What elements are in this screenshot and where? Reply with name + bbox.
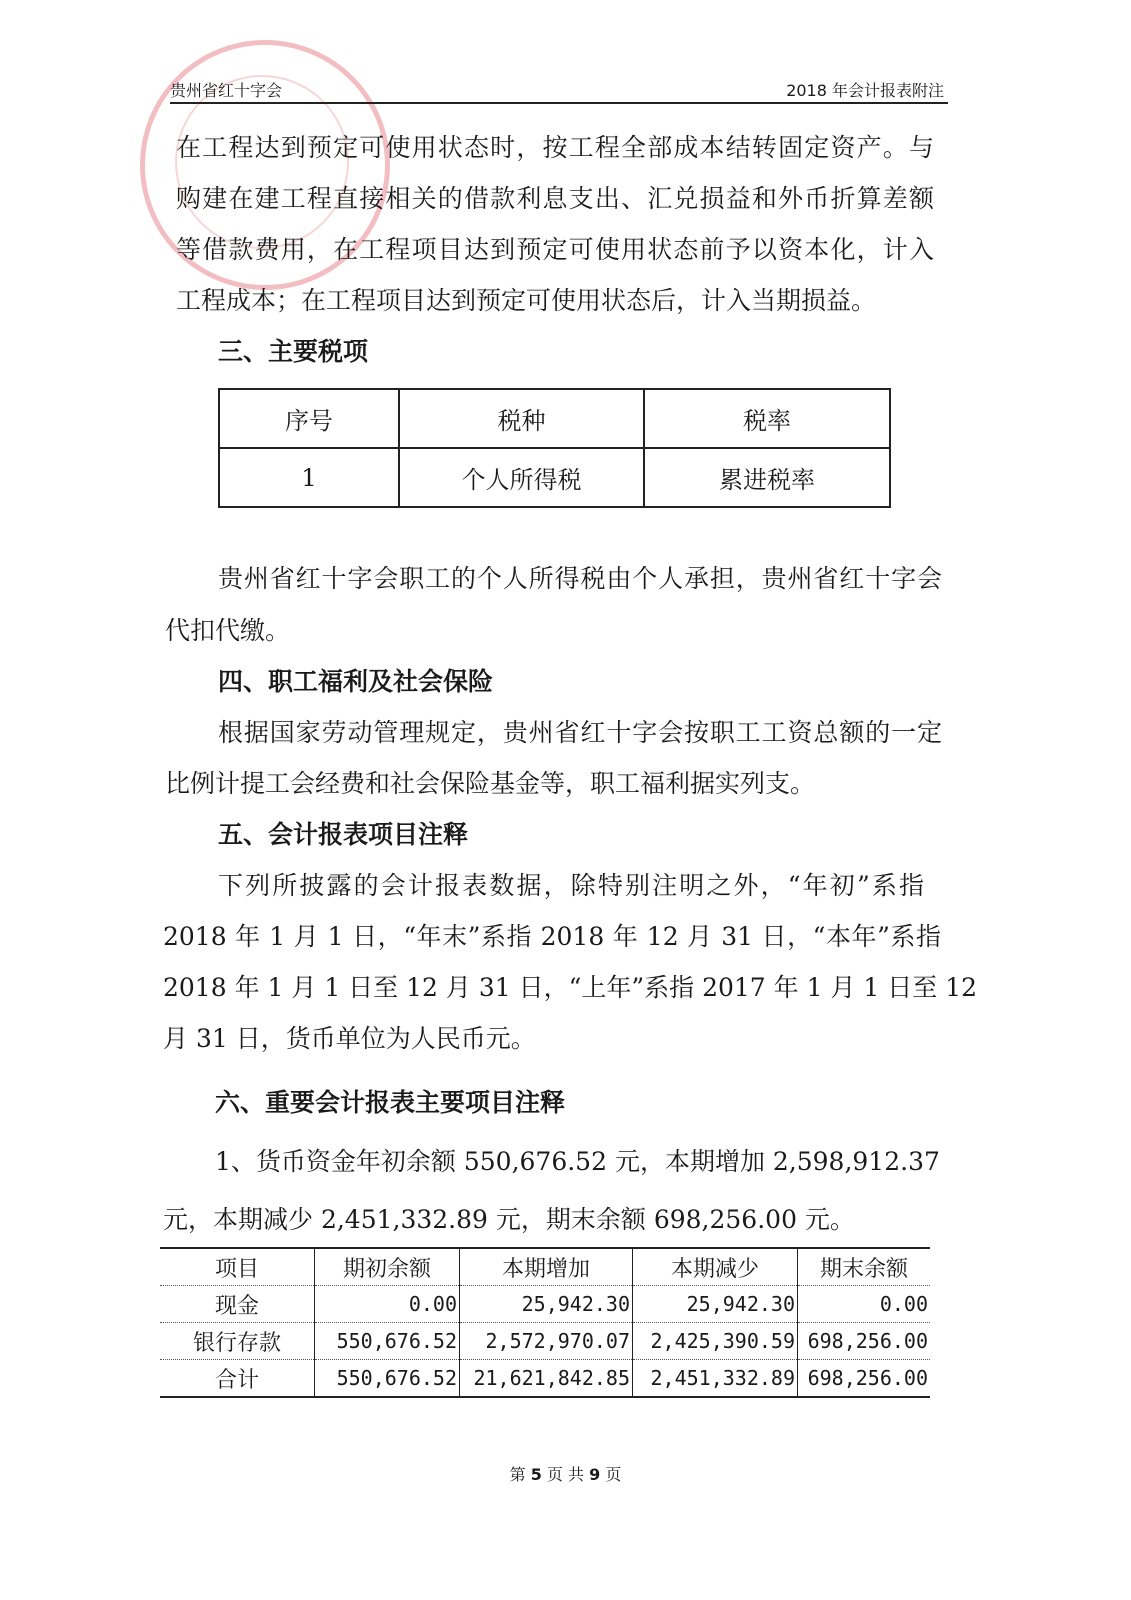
tax-cell: 累进税率 — [644, 448, 890, 507]
para-cash-line-2: 元，本期减少 2,451,332.89 元，期末余额 698,256.00 元。 — [163, 1205, 855, 1234]
cash-cell: 银行存款 — [160, 1323, 315, 1360]
table-row — [219, 448, 890, 507]
footer-mid: 页 共 — [546, 1465, 585, 1484]
table-row — [160, 1360, 930, 1398]
table-row — [219, 389, 890, 448]
cash-cell: 25,942.30 — [633, 1286, 798, 1323]
cash-cell: 0.00 — [315, 1286, 460, 1323]
cash-cell: 698,256.00 — [798, 1323, 931, 1360]
para-welfare-line-2: 比例计提工会经费和社会保险基金等，职工福利据实列支。 — [165, 769, 816, 798]
tax-header-type: 税种 — [399, 389, 644, 448]
tax-cell: 个人所得税 — [399, 448, 644, 507]
cash-cell: 2,425,390.59 — [633, 1323, 798, 1360]
cash-cell: 2,572,970.07 — [460, 1323, 633, 1360]
cash-cell: 合计 — [214, 1367, 259, 1393]
cash-header-opening: 期初余额 — [315, 1248, 460, 1286]
table-row — [160, 1248, 930, 1286]
para1-line-1: 在工程达到预定可使用状态时，按工程全部成本结转固定资产。与 — [176, 133, 934, 162]
cash-cell: 25,942.30 — [460, 1286, 633, 1323]
section-4-heading: 四、职工福利及社会保险 — [218, 667, 494, 696]
tax-header-rate: 税率 — [644, 389, 890, 448]
cash-cell: 21,621,842.85 — [460, 1360, 633, 1398]
footer-total-pages: 9 — [589, 1465, 601, 1484]
cash-header-decrease: 本期减少 — [633, 1248, 798, 1286]
cash-header-item: 项目 — [160, 1248, 315, 1286]
tax-cell: 1 — [219, 448, 399, 507]
para-notes-line-4: 月 31 日，货币单位为人民币元。 — [163, 1024, 536, 1053]
section-5-heading: 五、会计报表项目注释 — [218, 820, 469, 849]
header-doc-title: 2018 年会计报表附注 — [786, 81, 944, 100]
cash-header-increase: 本期增加 — [460, 1248, 633, 1286]
page-footer — [0, 1462, 1131, 1485]
header-org-name: 贵州省红十字会 — [170, 81, 283, 100]
cash-cell: 2,451,332.89 — [633, 1360, 798, 1398]
cash-table — [160, 1247, 930, 1398]
page-header — [170, 76, 948, 104]
para-welfare-line-1: 根据国家劳动管理规定，贵州省红十字会按职工工资总额的一定 — [218, 718, 942, 747]
para1-line-4: 工程成本；在工程项目达到预定可使用状态后，计入当期损益。 — [176, 286, 877, 315]
cash-cell: 现金 — [160, 1286, 315, 1323]
para-cash-line-1: 1、货币资金年初余额 550,676.52 元，本期增加 2,598,912.37 — [215, 1147, 940, 1176]
footer-prefix: 第 — [509, 1465, 526, 1484]
tax-header-seq: 序号 — [219, 389, 399, 448]
cash-cell: 0.00 — [798, 1286, 931, 1323]
cash-cell: 550,676.52 — [315, 1323, 460, 1360]
para1-line-2: 购建在建工程直接相关的借款利息支出、汇兑损益和外币折算差额 — [176, 184, 934, 213]
footer-page-number: 5 — [530, 1465, 542, 1484]
footer-suffix: 页 — [605, 1465, 622, 1484]
section-3-heading: 三、主要税项 — [218, 337, 369, 366]
table-row — [160, 1286, 930, 1323]
section-6-heading: 六、重要会计报表主要项目注释 — [215, 1088, 566, 1117]
para-tax-line-2: 代扣代缴。 — [165, 616, 291, 645]
para-notes-line-2: 2018 年 1 月 1 日，“年末”系指 2018 年 12 月 31 日，“本年”系指 — [163, 922, 941, 951]
para-notes-line-1: 下列所披露的会计报表数据，除特别注明之外，“年初”系指 — [218, 871, 924, 900]
cash-header-closing: 期末余额 — [798, 1248, 931, 1286]
para-tax-line-1: 贵州省红十字会职工的个人所得税由个人承担，贵州省红十字会 — [218, 564, 942, 593]
para-notes-line-3: 2018 年 1 月 1 日至 12 月 31 日，“上年”系指 2017 年 1 月 1 日至 12 — [163, 973, 978, 1002]
cash-cell: 698,256.00 — [798, 1360, 931, 1398]
table-row — [160, 1323, 930, 1360]
cash-cell: 550,676.52 — [315, 1360, 460, 1398]
para1-line-3: 等借款费用，在工程项目达到预定可使用状态前予以资本化，计入 — [176, 235, 934, 264]
tax-table — [218, 388, 891, 508]
